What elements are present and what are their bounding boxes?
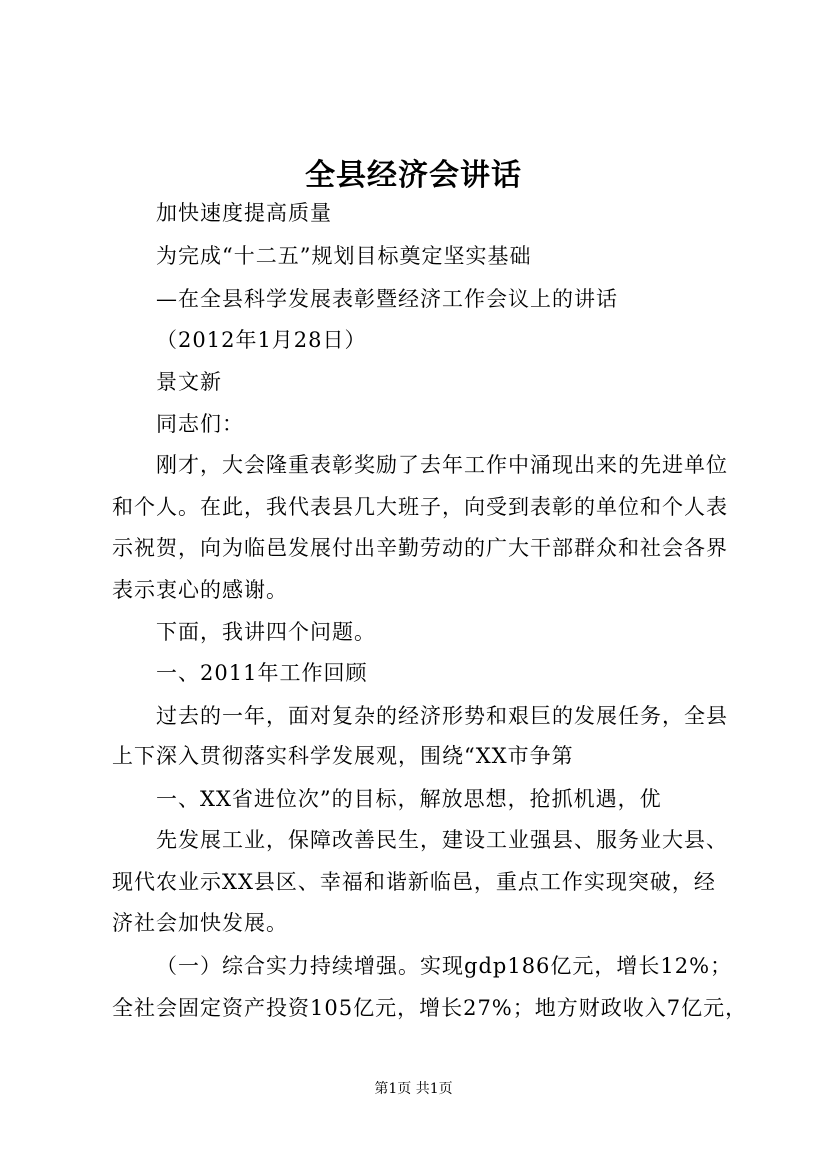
paragraph-line: 下面，我讲四个问题。 [156,620,376,644]
paragraph-line: 全社会固定资产投资105亿元，增长27%；地方财政收入7亿元， [112,996,748,1020]
paragraph-line: 上下深入贯彻落实科学发展观，围绕“XX市争第 [112,744,574,768]
paragraph-line: 现代农业示XX县区、幸福和谐新临邑，重点工作实现突破，经 [112,870,716,894]
paragraph-line: 表示衷心的感谢。 [112,578,288,602]
paragraph-line: 刚才，大会隆重表彰奖励了去年工作中涌现出来的先进单位 [156,453,728,477]
paragraph-line: 和个人。在此，我代表县几大班子，向受到表彰的单位和个人表 [112,495,728,519]
paragraph-line: 先发展工业，保障改善民生，建设工业强县、服务业大县、 [156,828,728,852]
subtitle-line-1: 加快速度提高质量 [156,201,332,225]
paragraph-line: （一）综合实力持续增强。实现gdp186亿元，增长12%； [156,954,733,978]
subtitle-line-2: 为完成“十二五”规划目标奠定坚实基础 [156,244,532,268]
document-title: 全县经济会讲话 [305,158,522,193]
salutation: 同志们： [156,412,244,436]
subtitle-line-3: —在全县科学发展表彰暨经济工作会议上的讲话 [156,287,618,311]
speech-date: （2012年1月28日） [156,328,367,352]
paragraph-line: 济社会加快发展。 [112,911,288,935]
page-footer: 第1页 共1页 [374,1081,453,1097]
paragraph-line: 一、XX省进位次”的目标，解放思想，抢抓机遇，优 [156,787,662,811]
paragraph-line: 示祝贺，向为临邑发展付出辛勤劳动的广大干部群众和社会各界 [112,536,728,560]
paragraph-line: 过去的一年，面对复杂的经济形势和艰巨的发展任务，全县 [156,704,728,728]
speaker-name: 景文新 [156,370,222,394]
section-heading: 一、2011年工作回顾 [156,661,368,685]
